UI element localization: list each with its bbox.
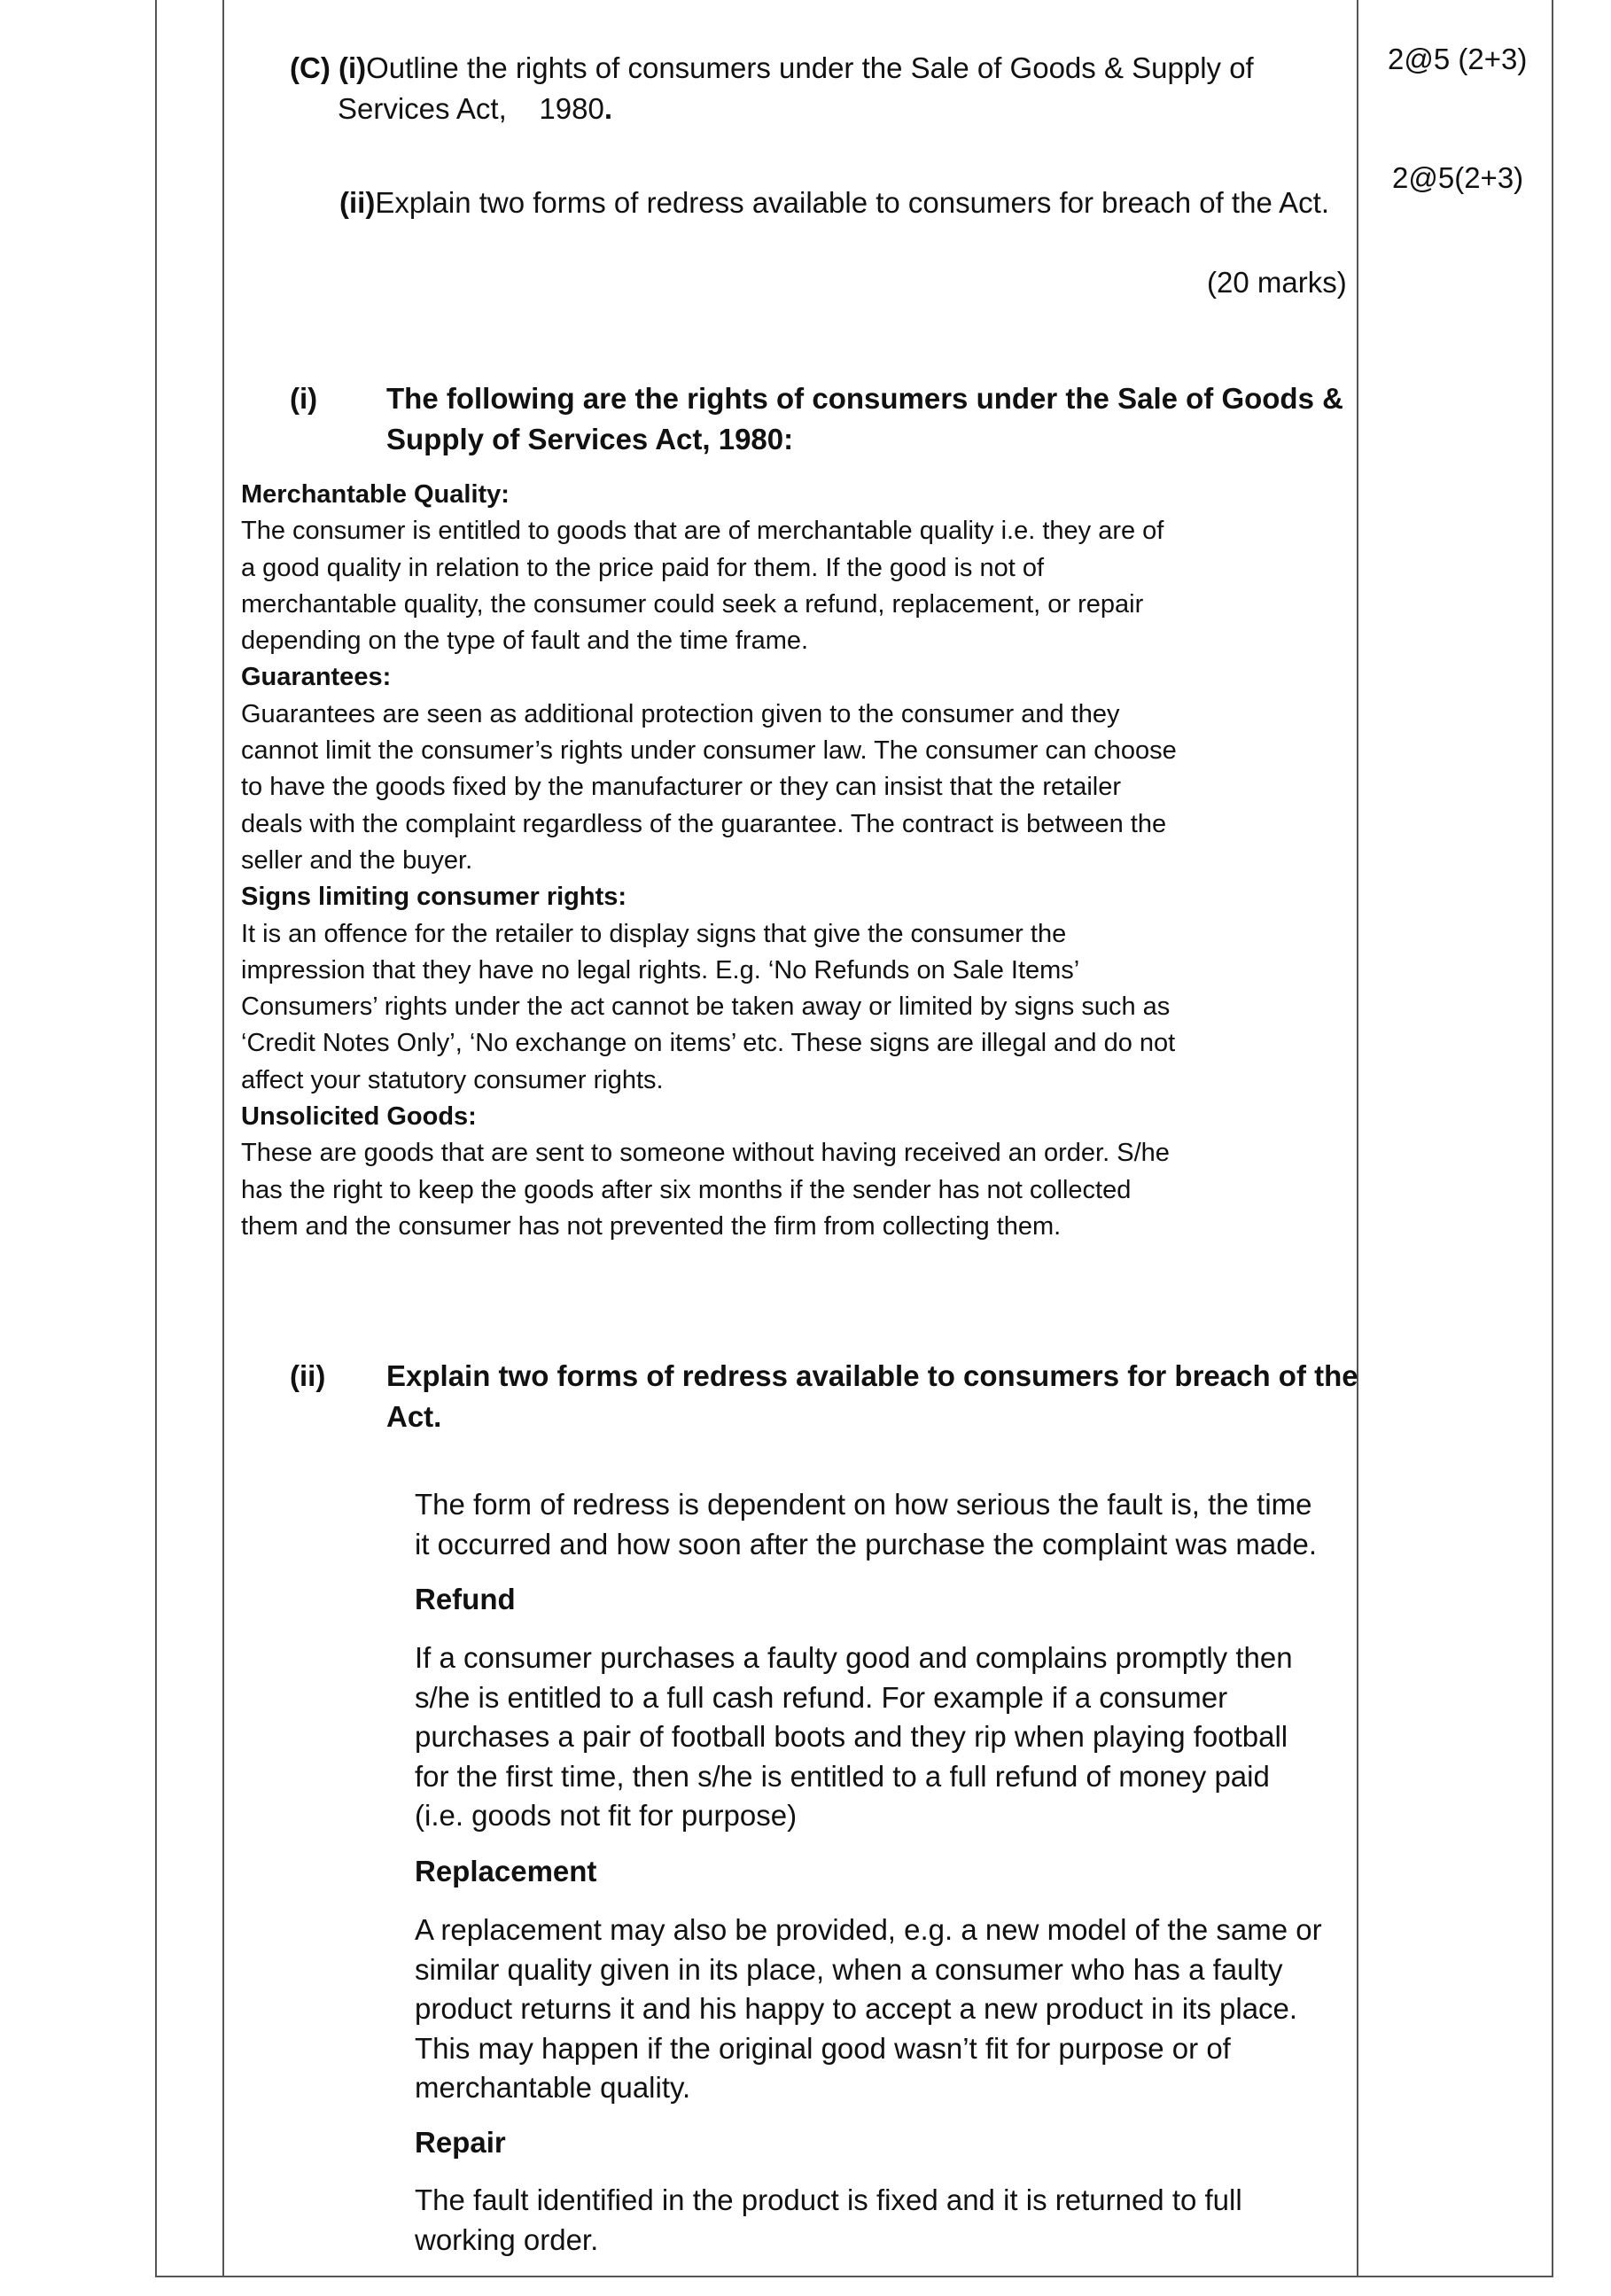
refund-line: (i.e. goods not fit for purpose) (415, 1799, 798, 1832)
guarantees-line: deals with the complaint regardless of the guarantee. The contract is between the (241, 809, 1167, 838)
part-i-marks: 2@5 (2+3) (1388, 43, 1528, 75)
part-i-label: (i) (338, 51, 367, 84)
replacement-text (415, 1911, 1322, 2108)
part-ii-question (339, 183, 1329, 223)
guarantees-line: seller and the buyer. (241, 845, 473, 875)
merchantable-quality-title: Merchantable Quality: (241, 480, 510, 509)
refund-title: Refund (415, 1583, 516, 1615)
unsolicited-goods-line: has the right to keep the goods after six months if the sender has not collected (241, 1175, 1132, 1204)
table-border-inner-left (222, 0, 224, 2277)
repair-line: working order. (415, 2222, 599, 2256)
guarantees-title: Guarantees: (241, 663, 392, 692)
signs-line: Consumers’ rights under the act cannot be taken away or limited by signs such as (241, 992, 1171, 1022)
repair-line: The fault identified in the product is fixed and it is returned to full (415, 2183, 1242, 2216)
merchantable-quality-line: depending on the type of fault and the time frame. (241, 627, 809, 656)
signs-title: Signs limiting consumer rights: (241, 883, 627, 912)
signs-line: impression that they have no legal rights. E.g. ‘No Refunds on Sale Items’ (241, 955, 1080, 985)
redress-intro (415, 1485, 1317, 1564)
signs-line: ‘Credit Notes Only’, ‘No exchange on items’ etc. These signs are illegal and do not (241, 1029, 1176, 1058)
repair-title: Repair (415, 2126, 506, 2159)
replacement-line: merchantable quality. (415, 2071, 691, 2104)
repair-text (415, 2181, 1242, 2260)
redress-intro-line: it occurred and how soon after the purchase the complaint was made. (415, 1527, 1318, 1561)
merchantable-quality-line: a good quality in relation to the price paid for them. If the good is not of (241, 553, 1045, 582)
merchantable-quality-line: merchantable quality, the consumer could seek a refund, replacement, or repair (241, 589, 1144, 619)
unsolicited-goods-line: them and the consumer has not prevented the firm from collecting them. (241, 1211, 1062, 1241)
merchantable-quality-line: The consumer is entitled to goods that are of merchantable quality i.e. they are of (241, 517, 1164, 546)
question-label: (C) (290, 51, 331, 84)
part-i-question-text: Services Act, 1980 (338, 92, 604, 125)
table-border-bottom (155, 2276, 1553, 2277)
rights-list (241, 477, 1177, 1245)
part-ii-label: (ii) (339, 186, 376, 219)
refund-text (415, 1638, 1293, 1836)
refund-line: If a consumer purchases a faulty good and complains promptly then (415, 1641, 1293, 1674)
signs-line: affect your statutory consumer rights. (241, 1065, 664, 1094)
answer-i-label: (i) (290, 382, 318, 415)
answer-i-heading-line1: The following are the rights of consumers under the Sale of Goods & (386, 382, 1343, 415)
part-i-question-period: . (603, 92, 612, 125)
total-marks: (20 marks) (1207, 266, 1347, 299)
answer-ii-label: (ii) (290, 1359, 326, 1392)
unsolicited-goods-line: These are goods that are sent to someone without having received an order. S/he (241, 1139, 1170, 1168)
table-border-marks-left (1357, 0, 1358, 2277)
table-border-left (155, 0, 157, 2277)
guarantees-line: Guarantees are seen as additional protection given to the consumer and they (241, 699, 1120, 728)
replacement-line: similar quality given in its place, when a consumer who has a faulty (415, 1952, 1283, 1986)
refund-line: s/he is entitled to a full cash refund. For example if a consumer (415, 1680, 1228, 1714)
refund-line: for the first time, then s/he is entitled to a full refund of money paid (415, 1759, 1270, 1793)
replacement-line: A replacement may also be provided, e.g. a new model of the same or (415, 1913, 1322, 1946)
part-i-question-line1: Outline the rights of consumers under the Sale of Goods & Supply of (366, 51, 1254, 84)
replacement-title: Replacement (415, 1855, 597, 1887)
replacement-line: product returns it and his happy to accept a new product in its place. (415, 1992, 1298, 2025)
part-ii-question-text: Explain two forms of redress available to consumers for breach of the Act. (375, 186, 1330, 219)
redress-intro-line: The form of redress is dependent on how serious the fault is, the time (415, 1488, 1312, 1521)
signs-line: It is an offence for the retailer to display signs that give the consumer the (241, 919, 1067, 948)
answer-ii-heading-line2: Act. (386, 1400, 442, 1433)
part-ii-marks: 2@5(2+3) (1392, 161, 1524, 194)
replacement-line: This may happen if the original good wasn’t fit for purpose or of (415, 2031, 1231, 2065)
unsolicited-goods-title: Unsolicited Goods: (241, 1102, 477, 1132)
table-border-right (1552, 0, 1553, 2277)
part-i-question-line2 (338, 89, 612, 129)
refund-line: purchases a pair of football boots and they rip when playing football (415, 1720, 1288, 1753)
answer-i-heading-line2: Supply of Services Act, 1980: (386, 423, 794, 455)
answer-ii-heading-line1: Explain two forms of redress available to consumers for breach of the (386, 1359, 1358, 1392)
guarantees-line: cannot limit the consumer’s rights under consumer law. The consumer can choose (241, 736, 1177, 766)
guarantees-line: to have the goods fixed by the manufacturer or they can insist that the retailer (241, 773, 1122, 802)
question-header (290, 48, 1254, 89)
